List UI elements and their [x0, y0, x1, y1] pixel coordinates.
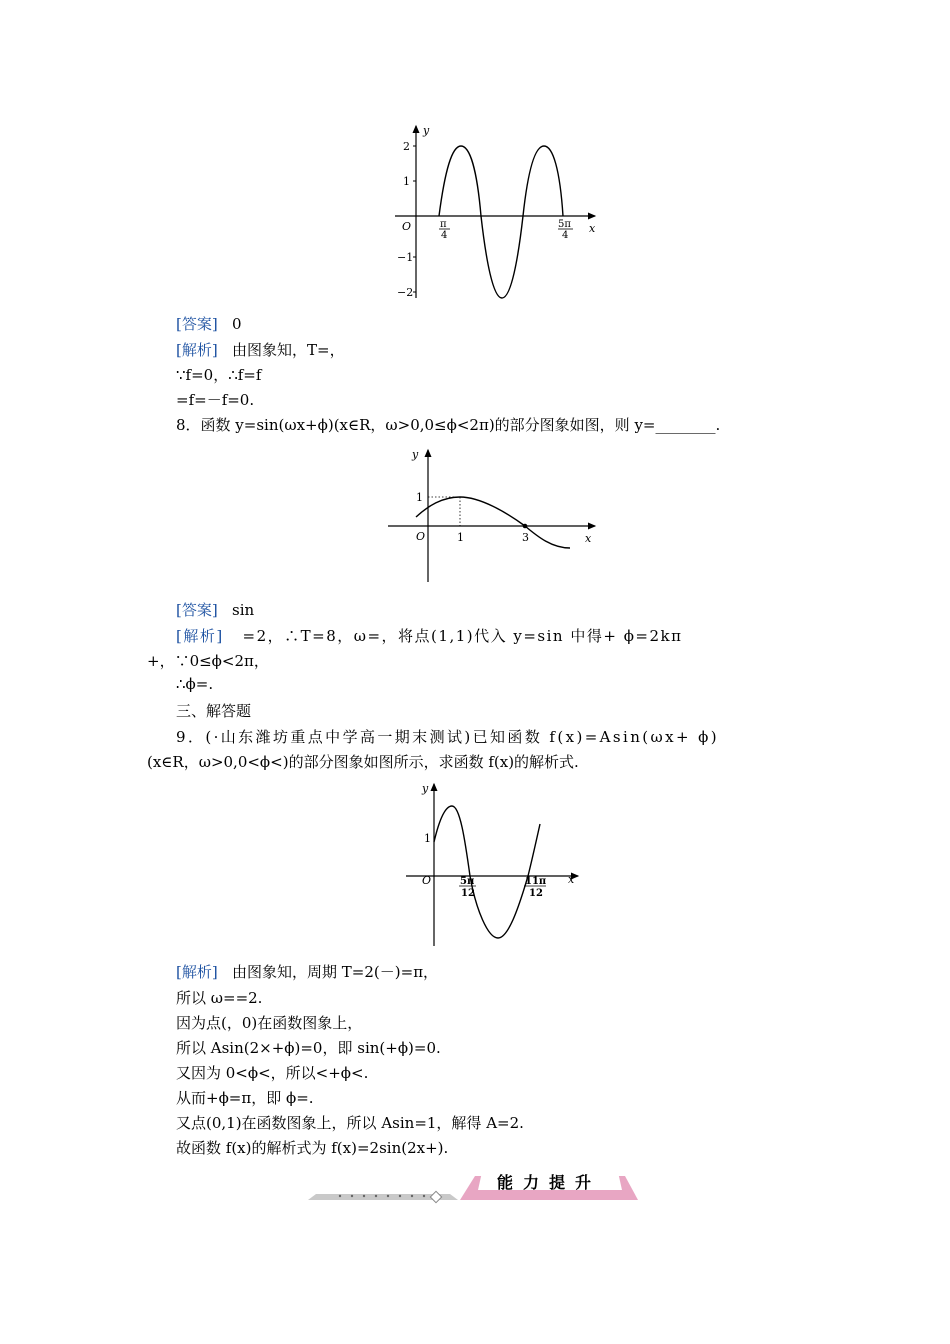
curve: [439, 146, 563, 298]
section-title: 三、解答题: [176, 702, 252, 720]
marked-point: [523, 524, 528, 529]
analysis-9-line: 又点(0,1)在函数图象上，所以 Asin=1，解得 A=2.: [176, 1114, 524, 1132]
x-tick-label: 3: [522, 531, 529, 544]
curve: [434, 806, 540, 938]
x-tick-numerator: π: [440, 219, 447, 230]
x-label: x: [568, 873, 575, 886]
y-label: y: [422, 782, 429, 795]
answer-7: [176, 313, 242, 334]
graph-3: [400, 780, 585, 950]
analysis-7-line-3: =f=－f=0.: [176, 391, 255, 409]
y-tick-label: 2: [403, 140, 410, 153]
analysis-9-line: 故函数 f(x)的解析式为 f(x)=2sin(2x+).: [176, 1139, 449, 1157]
answer-8: [176, 599, 254, 620]
x-tick-denominator: 4: [562, 230, 569, 241]
analysis-9-line: 从而+ϕ=π，即 ϕ=.: [176, 1089, 314, 1107]
answer-text: 0: [232, 315, 242, 333]
y-label: y: [423, 124, 430, 137]
y-tick-label: 1: [416, 491, 423, 504]
x-label: x: [589, 222, 596, 235]
answer-tag: [答案]: [176, 601, 218, 619]
answer-tag: [答案]: [176, 315, 218, 333]
analysis-tag: [解析]: [176, 627, 224, 645]
y-label: y: [412, 448, 419, 461]
analysis-tag: [解析]: [176, 963, 218, 981]
question-9-line-2: (x∈R，ω>0,0<ϕ<)的部分图象如图所示，求函数 f(x)的解析式.: [147, 753, 579, 771]
section-banner: [300, 1168, 645, 1208]
analysis-8-line-2: +，∵0≤ϕ<2π，: [147, 652, 269, 670]
analysis-9-line-1: [解析] 由图象知，周期 T=2(－)=π，: [176, 963, 439, 981]
analysis-8-line-1: [解析] =2，∴T=8，ω=，将点(1,1)代入 y=sin 中得+ ϕ=2kπ: [176, 627, 683, 645]
question-8: 8．函数 y=sin(ωx+ϕ)(x∈R，ω>0,0≤ϕ<2π)的部分图象如图，则 y=________.: [176, 416, 721, 434]
graph-2: [380, 446, 605, 586]
y-tick-label: 1: [403, 175, 410, 188]
analysis-9-line: 所以 Asin(2×+ϕ)=0，即 sin(+ϕ)=0.: [176, 1039, 441, 1057]
analysis-tag: [解析]: [176, 341, 218, 359]
question-9-line-1: 9．(·山东潍坊重点中学高一期末测试)已知函数 f(x)=Asin(ωx+ ϕ): [176, 728, 720, 746]
x-tick-numerator: 5π: [558, 219, 571, 230]
analysis-9-line: 因为点(，0)在函数图象上，: [176, 1014, 363, 1032]
x-tick-denominator: 12: [529, 888, 543, 899]
x-tick-denominator: 4: [441, 230, 448, 241]
answer-text: sin: [232, 601, 255, 619]
origin-label: O: [422, 874, 432, 887]
analysis-8-line-3: ∴ϕ=.: [176, 675, 214, 693]
analysis-9-line: 又因为 0<ϕ<，所以<+ϕ<.: [176, 1064, 369, 1082]
analysis-9-line: 所以 ω==2.: [176, 989, 263, 1007]
analysis-7-line-2: ∵f=0，∴f=f: [176, 366, 262, 384]
x-tick-label: 1: [457, 531, 464, 544]
x-tick-numerator: 5π: [460, 876, 475, 887]
x-tick-numerator: 11π: [525, 876, 547, 887]
origin-label: O: [416, 530, 426, 543]
x-label: x: [585, 532, 592, 545]
banner-label: 能力提升: [497, 1173, 602, 1192]
graph-1: [390, 120, 605, 305]
curve: [416, 497, 570, 548]
y-tick-label: 1: [424, 832, 431, 845]
analysis-7-line-1: [解析] 由图象知，T=，: [176, 341, 345, 359]
y-tick-label: −2: [397, 286, 414, 299]
origin-label: O: [402, 220, 412, 233]
x-tick-denominator: 12: [461, 888, 475, 899]
y-tick-label: −1: [397, 251, 414, 264]
